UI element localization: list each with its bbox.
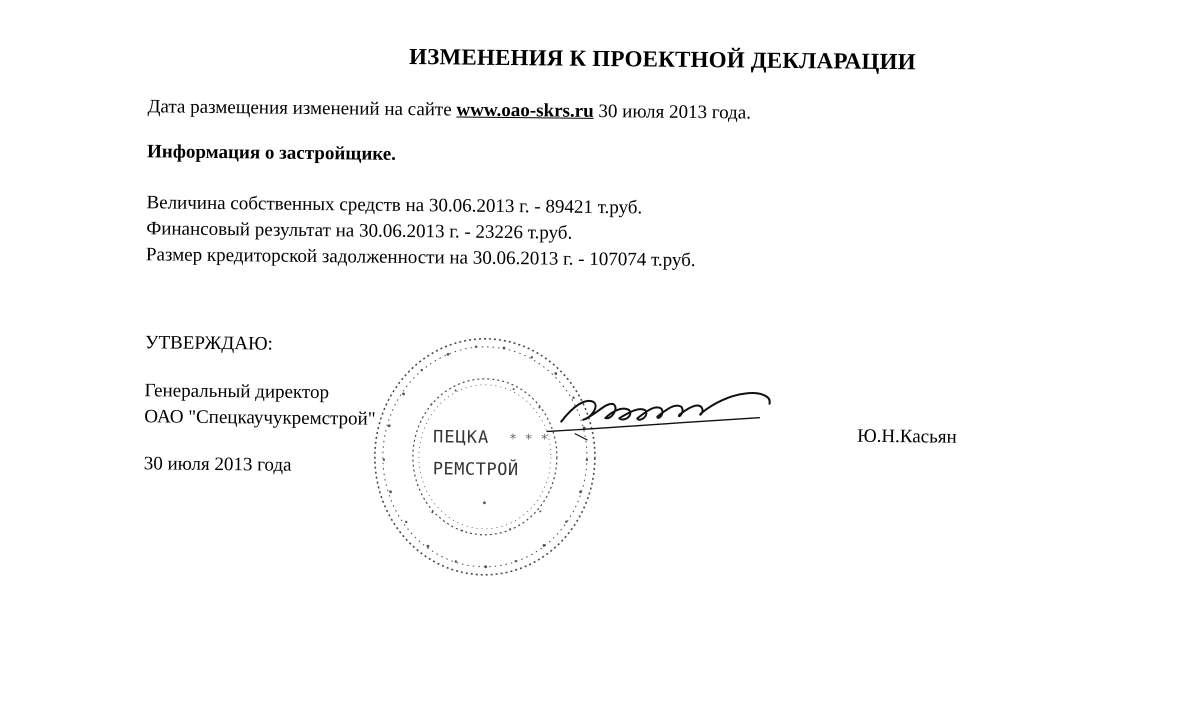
approval-heading: УТВЕРЖДАЮ:	[144, 332, 273, 355]
signatory-position: Генеральный директор	[144, 380, 330, 404]
accounts-payable-line: Размер кредиторской задолженности на 30.06.2013 г. - 107074 т.руб.	[145, 244, 696, 271]
publication-prefix: Дата размещения изменений на сайте	[147, 96, 457, 121]
developer-section-heading: Информация о застройщике.	[146, 141, 397, 165]
own-funds-line: Величина собственных средств на 30.06.2013 г. - 89421 т.руб.	[146, 192, 643, 219]
document-title: ИЗМЕНЕНИЯ К ПРОЕКТНОЙ ДЕКЛАРАЦИИ	[408, 43, 916, 75]
website-link[interactable]: www.oao-skrs.ru	[456, 99, 594, 122]
publication-suffix: 30 июля 2013 года.	[593, 100, 752, 124]
financial-result-line: Финансовый результат на 30.06.2013 г. - 23226 т.руб.	[146, 218, 573, 244]
approval-date: 30 июля 2013 года	[143, 453, 292, 476]
seal-text-line1: ПЕЦКА	[432, 427, 490, 448]
publication-line	[147, 96, 751, 124]
organization-name: ОАО "Спецкаучукремстрой"	[144, 406, 376, 430]
handwritten-signature	[539, 371, 780, 464]
seal-text-line2: РЕМСТРОЙ	[432, 459, 519, 481]
svg-text:* * *: * * *	[508, 432, 549, 448]
signatory-name: Ю.Н.Касьян	[857, 425, 957, 448]
